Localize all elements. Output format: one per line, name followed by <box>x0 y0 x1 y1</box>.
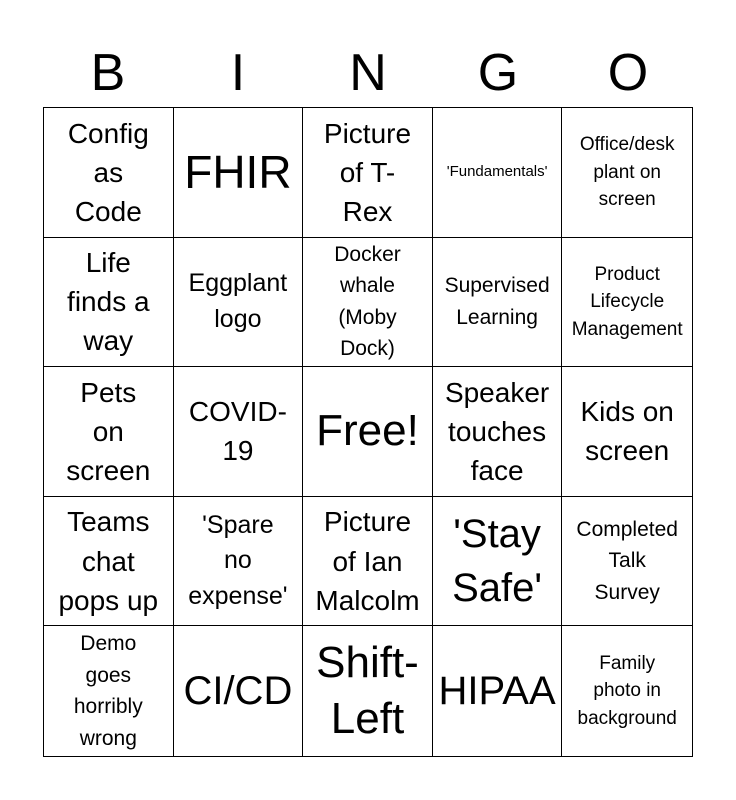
bingo-cell-label: 'Stay Safe' <box>452 512 543 611</box>
bingo-cell-label: Docker whale (Moby Dock) <box>334 242 401 361</box>
bingo-cell-label: COVID- 19 <box>188 396 287 467</box>
bingo-cell[interactable] <box>44 367 174 497</box>
bingo-cell-label: Kids on screen <box>580 396 674 467</box>
bingo-cell-label: Family photo in background <box>577 652 677 729</box>
bingo-cell[interactable] <box>433 497 563 627</box>
bingo-cell[interactable] <box>174 367 304 497</box>
bingo-cell[interactable] <box>303 497 433 627</box>
bingo-cell[interactable] <box>433 108 563 238</box>
header-letter-b: B <box>90 44 126 102</box>
bingo-cell-label: Eggplant logo <box>188 269 288 333</box>
bingo-cell-label: FHIR <box>184 145 292 198</box>
bingo-cell-label: Free! <box>316 406 419 456</box>
bingo-cell[interactable] <box>174 108 304 238</box>
bingo-cell-label: Teams chat pops up <box>58 506 159 616</box>
bingo-cell-label: HIPAA <box>438 669 556 714</box>
bingo-cell-label: Supervised Learning <box>444 274 550 329</box>
bingo-cell-label: Life finds a way <box>67 247 150 357</box>
bingo-cell-label: 'Spare no expense' <box>188 510 288 610</box>
bingo-cell[interactable] <box>562 497 692 627</box>
bingo-cell-label: Pets on screen <box>66 376 151 487</box>
header-letter-o: O <box>607 44 649 102</box>
bingo-cell[interactable] <box>433 238 563 368</box>
bingo-cell-label: Speaker touches face <box>444 376 550 487</box>
bingo-cell[interactable] <box>562 238 692 368</box>
bingo-cell[interactable] <box>303 367 433 497</box>
bingo-cell[interactable] <box>44 497 174 627</box>
bingo-cell[interactable] <box>44 238 174 368</box>
bingo-cell[interactable] <box>433 367 563 497</box>
bingo-cell[interactable] <box>174 626 304 756</box>
bingo-cell[interactable] <box>562 367 692 497</box>
bingo-cell[interactable] <box>44 108 174 238</box>
header-letter-i: I <box>230 44 246 102</box>
bingo-cell[interactable] <box>303 238 433 368</box>
bingo-cell[interactable] <box>303 626 433 756</box>
bingo-board <box>43 107 693 757</box>
bingo-cell-label: 'Fundamentals' <box>446 163 548 181</box>
bingo-cell-label: Picture of T- Rex <box>323 117 412 227</box>
bingo-cell[interactable] <box>174 238 304 368</box>
bingo-header <box>43 40 693 106</box>
bingo-cell[interactable] <box>562 108 692 238</box>
bingo-cell[interactable] <box>174 497 304 627</box>
bingo-cell-label: Demo goes horribly wrong <box>73 632 143 750</box>
bingo-cell-label: Completed Talk Survey <box>576 517 678 604</box>
bingo-cell[interactable] <box>303 108 433 238</box>
header-letter-n: N <box>349 44 387 102</box>
bingo-cell-label: Office/desk plant on screen <box>579 133 675 211</box>
bingo-cell-label: Picture of Ian Malcolm <box>315 506 420 616</box>
bingo-cell[interactable] <box>562 626 692 756</box>
header-letter-g: G <box>477 44 519 102</box>
bingo-cell[interactable] <box>44 626 174 756</box>
bingo-cell-label: Config as Code <box>67 117 149 227</box>
bingo-cell-label: Product Lifecycle Management <box>571 263 683 340</box>
bingo-cell-label: Shift- Left <box>316 637 419 744</box>
bingo-cell-label: CI/CD <box>183 669 293 714</box>
bingo-cell[interactable] <box>433 626 563 756</box>
